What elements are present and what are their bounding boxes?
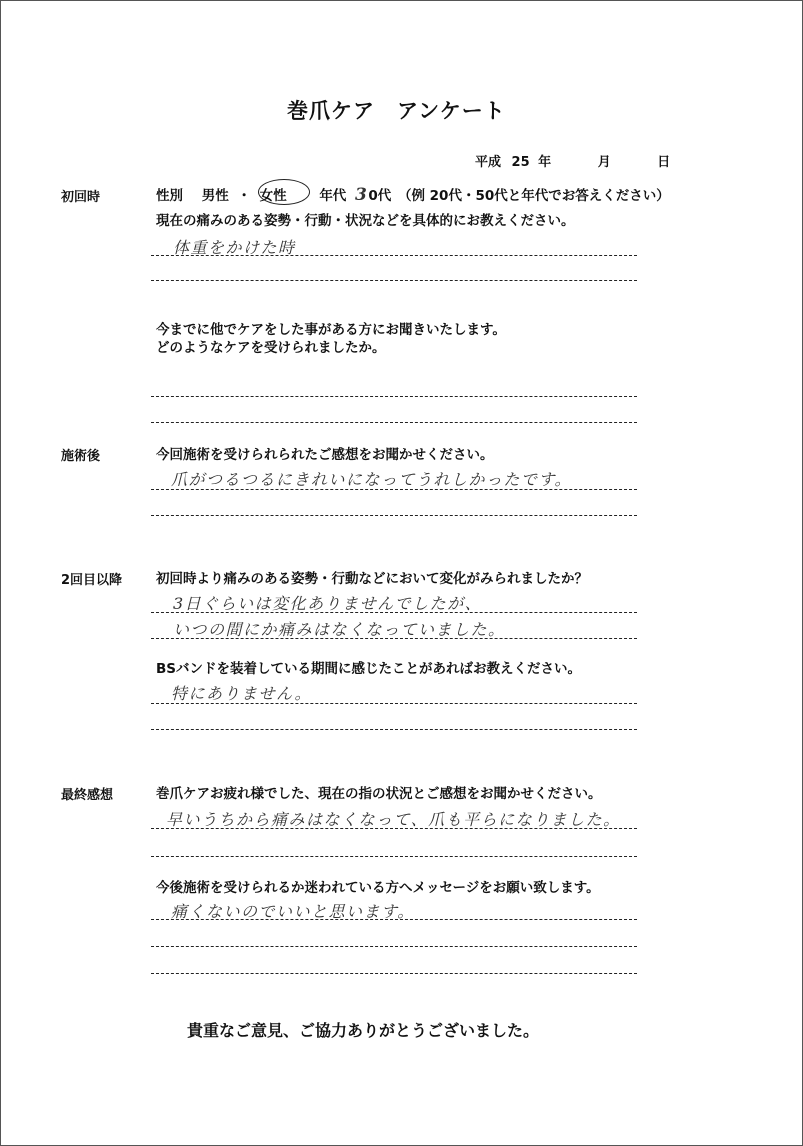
gender-label: 性別	[156, 188, 183, 204]
answer-line	[151, 612, 637, 613]
date-day: 日	[657, 155, 671, 170]
answer-change-line2: いつの間にか痛みはなくなっていました。	[173, 620, 506, 639]
answer-line	[151, 280, 637, 281]
answer-impression: 爪がつるつるにきれいになってうれしかったです。	[171, 470, 573, 489]
answer-line	[151, 638, 637, 639]
date-line	[475, 151, 670, 170]
answer-line	[151, 919, 637, 920]
answer-line	[151, 703, 637, 704]
date-year: 25	[511, 155, 530, 170]
gender-age-line	[156, 184, 670, 205]
question-bs-band: BSバンドを装着している期間に感じたことがあればお教えください。	[156, 661, 582, 677]
answer-line	[151, 255, 637, 256]
closing-message: 貴重なご意見、ご協力ありがとうございました。	[187, 1021, 540, 1040]
section-second-visit: 2回目以降	[61, 573, 123, 588]
answer-line	[151, 946, 637, 947]
answer-line	[151, 489, 637, 490]
date-era: 平成	[475, 155, 502, 170]
answer-line	[151, 856, 637, 857]
question-impression: 今回施術を受けられられたご感想をお聞かせください。	[156, 447, 494, 463]
question-prior-care-line2: どのようなケアを受けられましたか。	[156, 340, 386, 356]
answer-current-pain: 体重をかけた時	[173, 238, 296, 257]
question-current-pain: 現在の痛みのある姿勢・行動・状況などを具体的にお教えください。	[156, 213, 575, 229]
age-label: 年代	[319, 188, 347, 204]
question-change: 初回時より痛みのある姿勢・行動などにおいて変化がみられましたか？	[156, 571, 588, 587]
answer-message: 痛くないのでいいと思います。	[171, 902, 415, 921]
age-unit: 0代	[368, 188, 392, 204]
question-prior-care-line1: 今までに他でケアをした事がある方にお聞きいたします。	[156, 322, 506, 338]
age-value: 3	[355, 185, 369, 205]
question-message: 今後施術を受けられるか迷われている方へメッセージをお願い致します。	[156, 880, 600, 896]
gender-separator: ・	[237, 188, 251, 204]
page-title: 巻爪ケア アンケート	[287, 99, 506, 123]
answer-line	[151, 422, 637, 423]
answer-change-line1: 3日ぐらいは変化ありませんでしたが、	[173, 594, 483, 613]
gender-male: 男性	[201, 188, 229, 204]
answer-line	[151, 396, 637, 397]
age-example: （例 20代・50代と年代でお答えください）	[397, 188, 670, 204]
question-final-condition: 巻爪ケアお疲れ様でした、現在の指の状況とご感想をお聞かせください。	[156, 786, 602, 802]
section-first-visit: 初回時	[61, 190, 101, 205]
gender-female: 女性	[259, 188, 287, 204]
answer-final-condition: 早いうちから痛みはなくなって、爪も平らになりました。	[166, 810, 621, 829]
answer-line	[151, 828, 637, 829]
answer-bs-band: 特にありません。	[171, 684, 312, 703]
section-after-treatment: 施術後	[61, 449, 101, 464]
date-year-unit: 年	[538, 155, 552, 170]
female-circle-mark	[258, 179, 310, 205]
answer-line	[151, 729, 637, 730]
answer-line	[151, 515, 637, 516]
answer-line	[151, 973, 637, 974]
date-month: 月	[597, 155, 611, 170]
section-final: 最終感想	[61, 788, 114, 803]
